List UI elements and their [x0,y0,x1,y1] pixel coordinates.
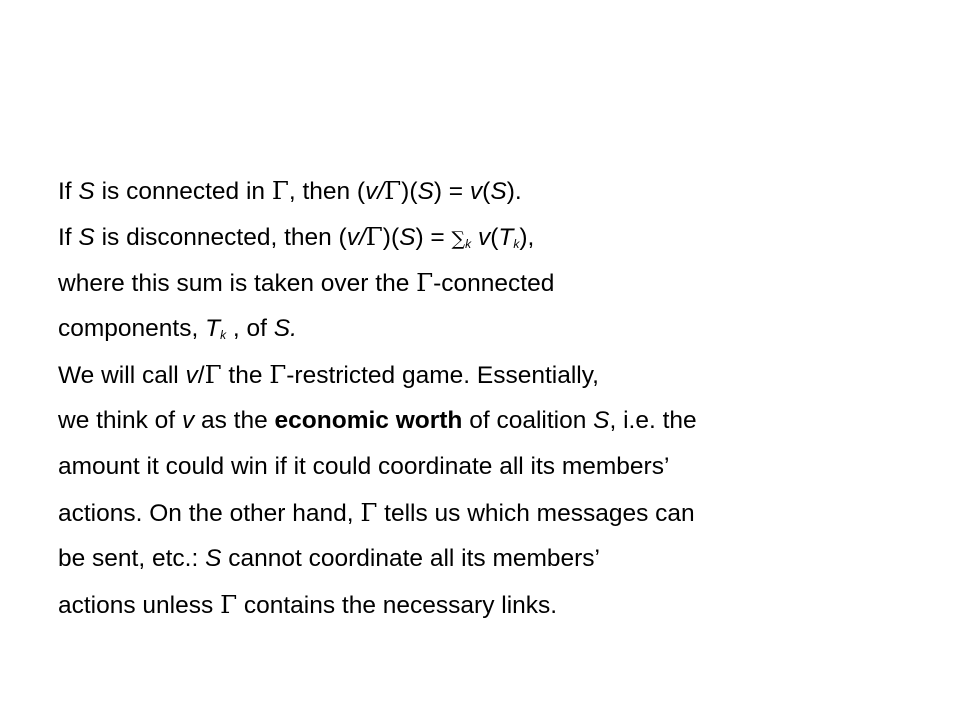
text-segment: S [490,178,507,205]
text-segment: , i.e. the [609,407,697,434]
text-segment: T [498,224,514,251]
text-line-3 [58,268,554,299]
text-segment: actions. On the other hand, [58,500,361,527]
text-segment: k [220,328,227,342]
text-line-8 [58,498,695,529]
text-segment: T [205,315,221,342]
text-line-5 [58,360,599,391]
text-segment: contains the necessary links. [237,592,558,619]
text-segment: v/ [346,224,366,251]
text-segment: where this sum is taken over the [58,270,417,297]
text-segment: be sent, etc.: [58,545,206,572]
gamma-symbol: Γ [269,360,287,389]
text-line-10 [58,590,557,621]
text-segment: S [78,178,95,205]
text-segment: v [477,224,491,251]
text-segment: , of [226,315,274,342]
text-line-7 [58,452,669,482]
text-segment: as the [194,407,275,434]
text-segment: S [205,545,222,572]
text-segment: k [465,237,472,251]
text-line-9 [58,544,600,574]
text-segment: ). [506,178,522,205]
text-segment: is disconnected, then ( [94,224,347,251]
text-segment: ( [490,224,499,251]
text-segment: )( [382,224,400,251]
text-segment: v [181,407,195,434]
text-segment: components, [58,315,206,342]
text-segment: ) = [415,224,452,251]
text-segment: -connected [433,270,555,297]
text-segment: If [58,224,79,251]
gamma-symbol: Γ [384,176,402,205]
text-segment: the [221,362,270,389]
text-segment: v [469,178,483,205]
text-segment: S [593,407,610,434]
sum-symbol: ∑ [451,228,466,250]
text-segment: We will call [58,362,186,389]
gamma-symbol: Γ [360,498,378,527]
gamma-symbol: Γ [204,360,222,389]
emphasis-text: economic worth [274,407,463,434]
text-segment: ) = [433,178,470,205]
text-line-6 [58,406,697,436]
text-segment: we think of [58,407,182,434]
text-segment: of coalition [462,407,594,434]
text-segment: ), [519,224,535,251]
text-segment: , then ( [288,178,366,205]
text-line-2 [58,222,534,259]
text-segment: -restricted game. Essentially, [286,362,599,389]
gamma-symbol: Γ [365,222,383,251]
text-segment: S [399,224,416,251]
text-segment: ( [482,178,491,205]
text-segment: cannot coordinate all its members’ [221,545,601,572]
text-line-1 [58,176,522,207]
text-line-4 [58,314,297,350]
text-segment: S [417,178,434,205]
text-segment: actions unless [58,592,221,619]
text-segment: S. [273,315,297,342]
gamma-symbol: Γ [271,176,289,205]
text-segment: is connected in [94,178,272,205]
text-segment: v [185,362,198,389]
text-segment: amount it could win if it could coordinate all its members’ [58,453,670,480]
text-segment [471,224,478,251]
text-segment: )( [401,178,418,205]
text-segment: / [197,362,205,389]
text-segment: tells us which messages can [377,500,695,527]
gamma-symbol: Γ [220,590,238,619]
gamma-symbol: Γ [416,268,434,297]
text-segment: v/ [365,178,385,205]
text-segment: If [58,178,79,205]
text-segment: k [513,237,520,251]
text-segment: S [78,224,95,251]
